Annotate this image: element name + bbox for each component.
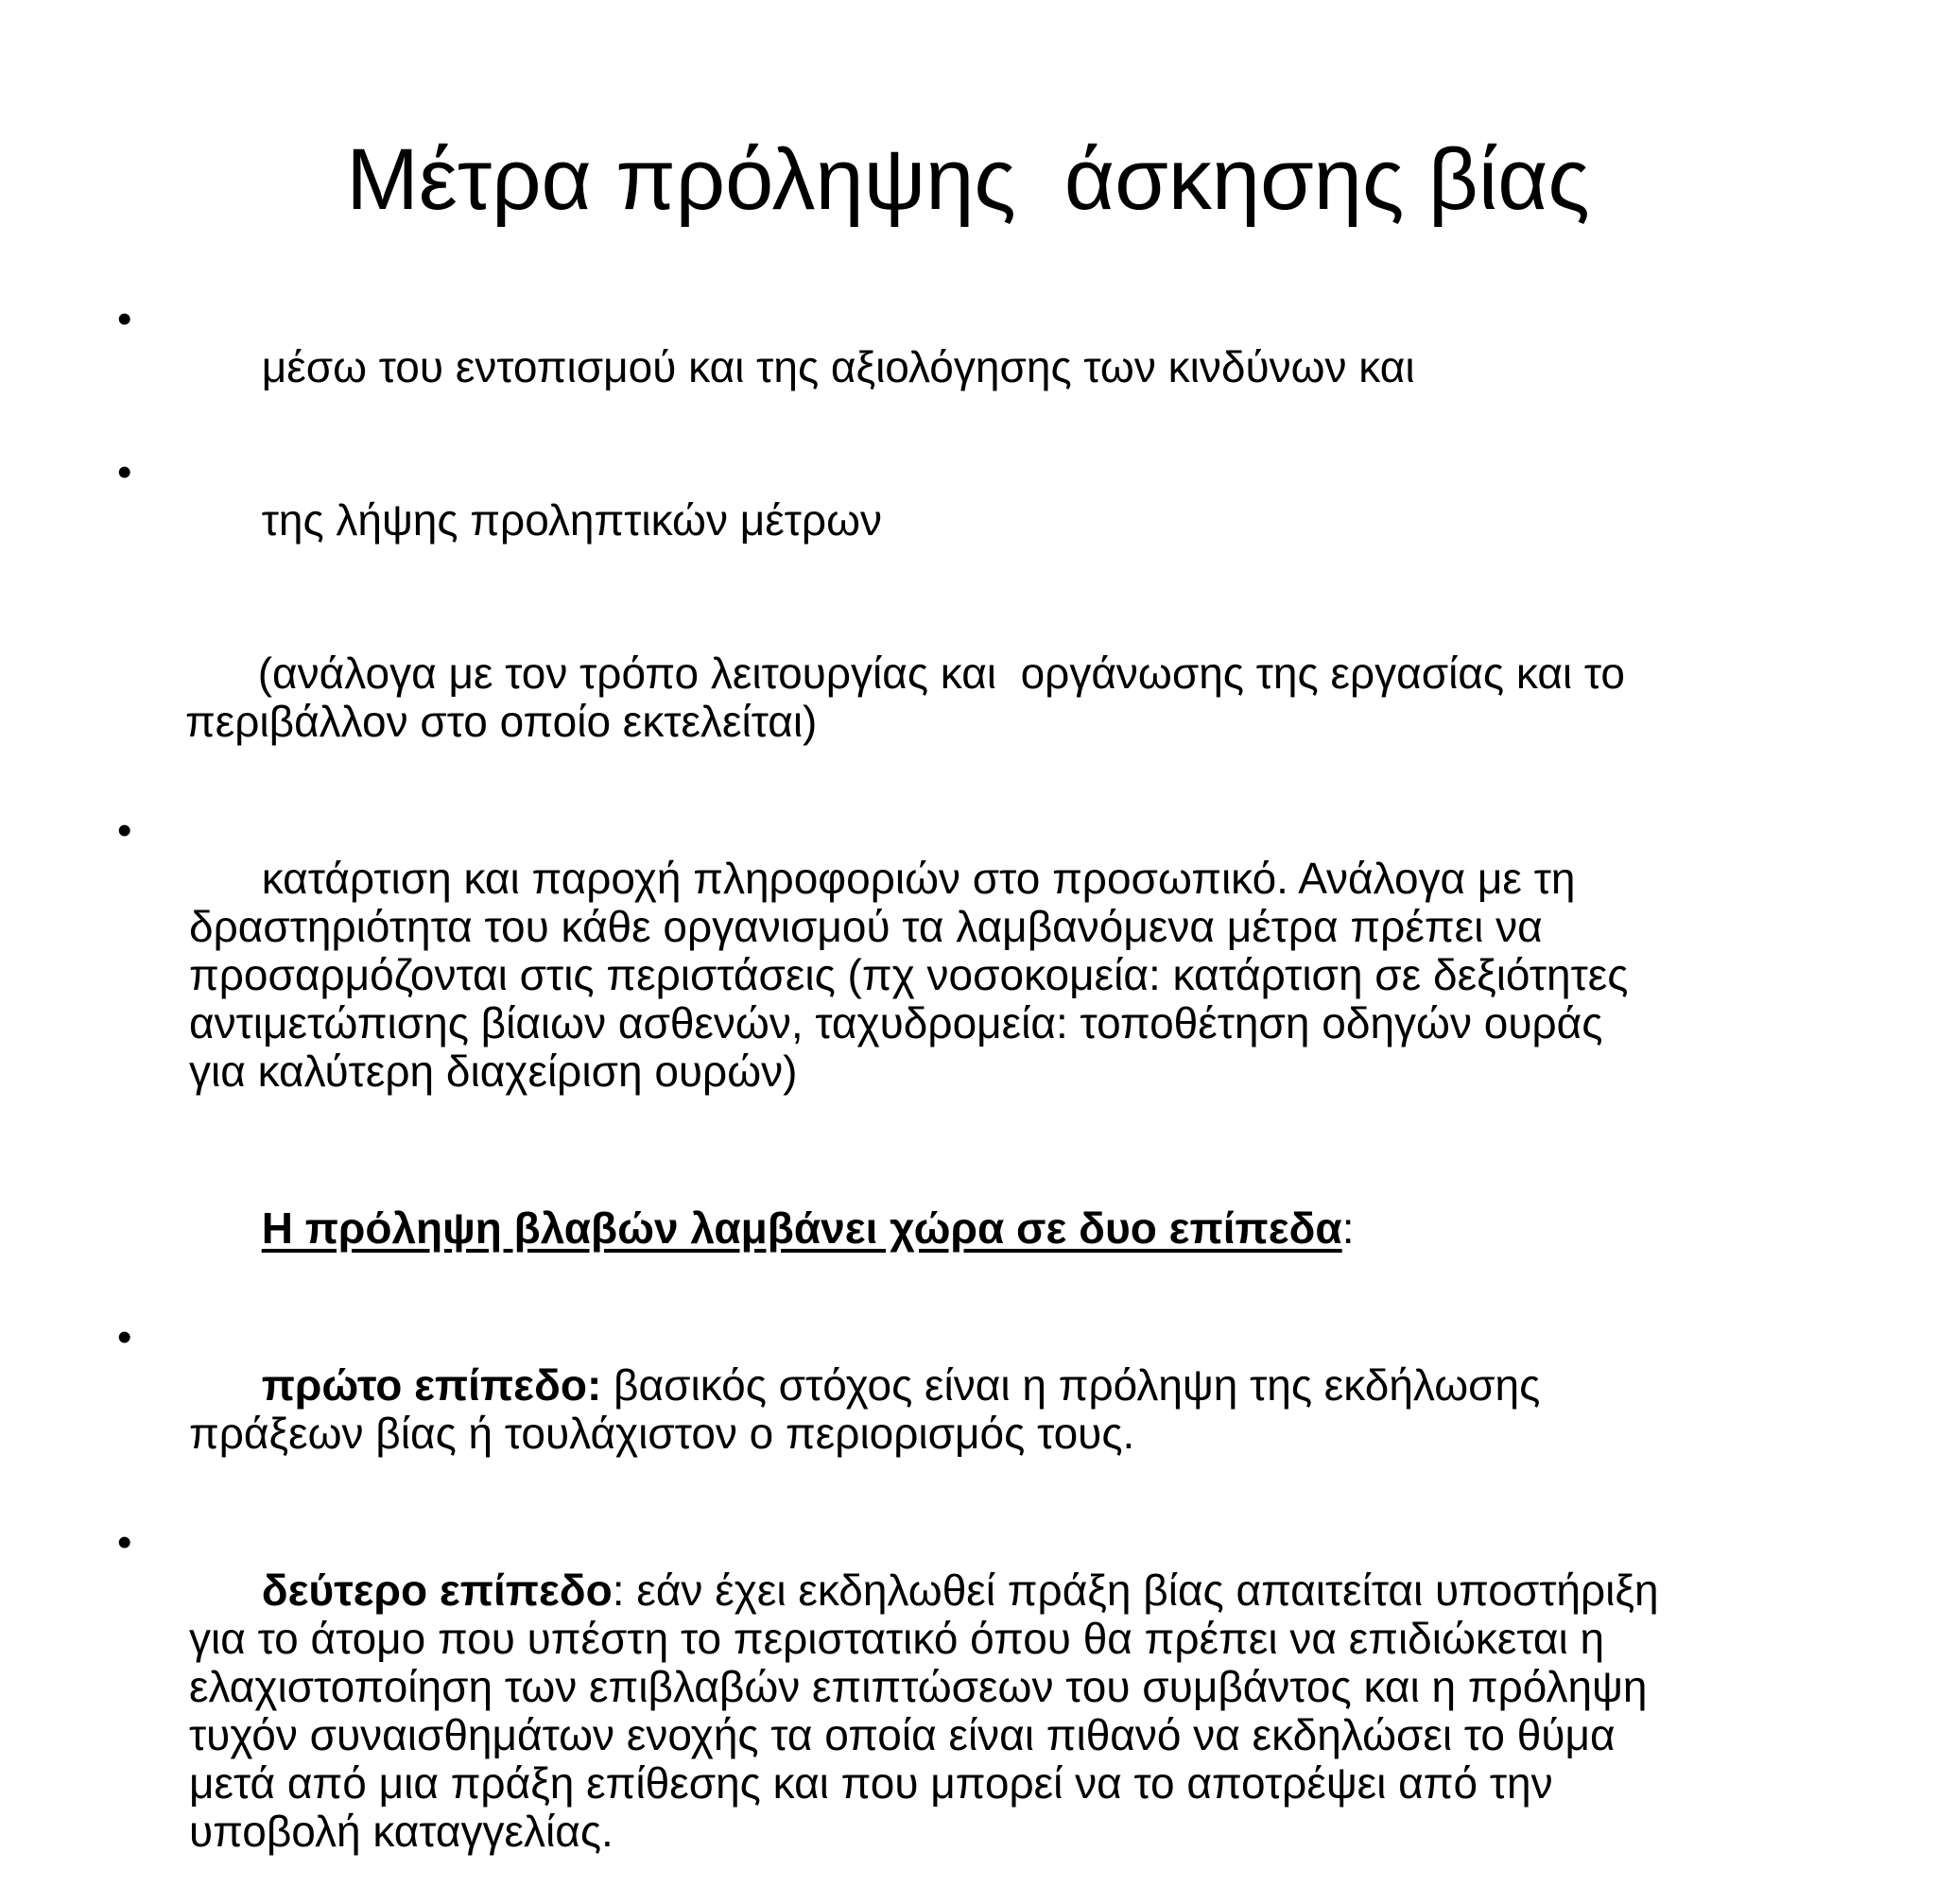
- section-heading-text: Η πρόληψη βλαβών λαμβάνει χώρα σε δυο επίπεδα: [261, 1203, 1342, 1253]
- bullet-item-risk-assessment: [113, 295, 1853, 440]
- paragraph-text: (ανάλογα με τον τρόπο λειτουργίας και οργάνωσης της εργασίας και το περιβάλλον στο οποίο εκτελείται): [185, 649, 1626, 746]
- bullet-item-preventive-measures: [113, 448, 1853, 593]
- section-heading-suffix: :: [1341, 1203, 1355, 1253]
- bullet-item-training: [113, 806, 1853, 1144]
- sub-paragraph-note: [113, 601, 1853, 794]
- bullet-text: : εάν έχει εκδηλωθεί πράξη βίας απαιτείται υποστήριξη για το άτομο που υπέστη το περιστατικό όπου θα πρέπει να επιδιώκεται η ελαχιστοποίηση των επιβλαβών επιπτώσεων του συμβάντος και η πρόληψη τυχόν συναισθημάτων ενοχής τα οποία είναι πιθανό να εκδηλώσει το θύμα μετά από μια πράξη επίθεσης και που μπορεί να το αποτρέψει από την υποβολή καταγγελίας.: [189, 1566, 1659, 1856]
- bullet-label: πρώτο επίπεδο:: [261, 1360, 602, 1410]
- slide-title: Μέτρα πρόληψης άσκησης βίας: [346, 131, 1590, 228]
- bullet-label: δεύτερο επίπεδο: [261, 1566, 613, 1615]
- section-heading: [113, 1156, 1853, 1301]
- bullet-item-second-level: [113, 1518, 1853, 1904]
- bullet-text: βασικός στόχος είναι η πρόληψη της εκδήλωσης πράξεων βίας ή τουλάχιστον ο περιορισμός τους.: [189, 1360, 1541, 1458]
- bullet-text: της λήψης προληπτικών μέτρων: [261, 495, 883, 545]
- bullet-item-first-level: [113, 1313, 1853, 1506]
- bullet-text: μέσω του εντοπισμού και της αξιολόγησης των κινδύνων και: [261, 342, 1415, 391]
- bullet-text: κατάρτιση και παροχή πληροφοριών στο προσωπικό. Ανάλογα με τη δραστηριότητα του κάθε οργανισμού τα λαμβανόμενα μέτρα πρέπει να προσαρμόζονται στις περιστάσεις (πχ νοσοκομεία: κατάρτιση σε δεξιότητες αντιμετώπισης βίαιων ασθενών, ταχυδρομεία: τοποθέτηση οδηγών ουράς για καλύτερη διαχείριση ουρών): [189, 854, 1629, 1096]
- slide-body: [113, 295, 1853, 1904]
